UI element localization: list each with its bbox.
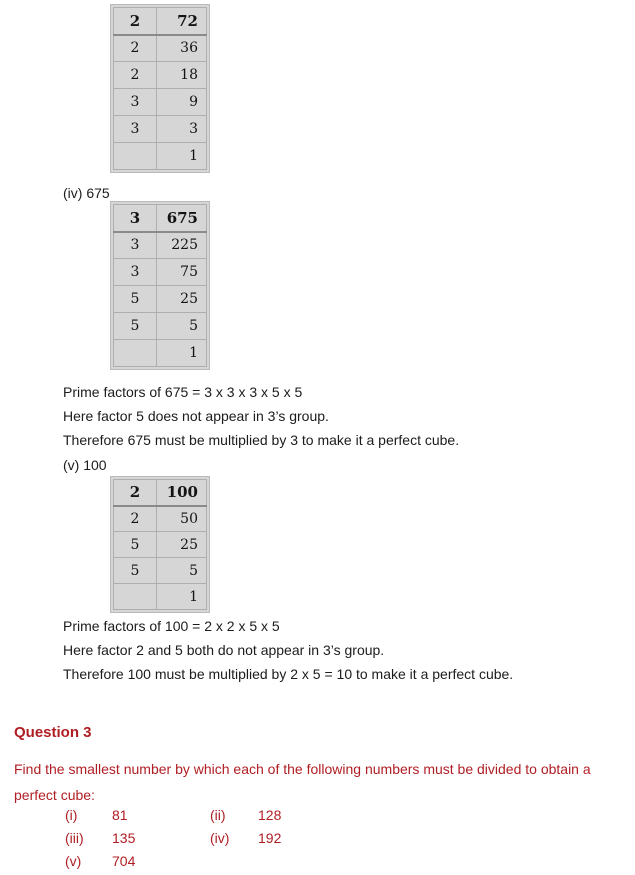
factor-cell: 2 bbox=[114, 480, 157, 506]
factor-cell: 5 bbox=[114, 313, 157, 340]
item-label: (iii) bbox=[65, 829, 84, 846]
table-row bbox=[114, 259, 207, 286]
quotient-cell: 75 bbox=[157, 259, 207, 286]
table-row bbox=[114, 116, 207, 143]
factor-cell: 2 bbox=[114, 506, 157, 532]
solution-line: Therefore 675 must be multiplied by 3 to make it a perfect cube. bbox=[63, 432, 460, 448]
question-heading: Question 3 bbox=[14, 724, 92, 741]
table-row bbox=[114, 313, 207, 340]
quotient-cell: 9 bbox=[157, 89, 207, 116]
factor-cell: 5 bbox=[114, 532, 157, 558]
factor-cell: 3 bbox=[114, 89, 157, 116]
item-value: 704 bbox=[112, 852, 136, 869]
factor-cell: 5 bbox=[114, 286, 157, 313]
quotient-cell: 25 bbox=[157, 286, 207, 313]
question-items bbox=[65, 803, 281, 872]
table-row bbox=[114, 143, 207, 170]
factor-table-72 bbox=[110, 4, 210, 173]
solution-line: Here factor 2 and 5 both do not appear in 3’s group. bbox=[63, 642, 385, 658]
factor-cell bbox=[114, 340, 157, 367]
item-value: 192 bbox=[258, 829, 282, 846]
solution-line: Therefore 100 must be multiplied by 2 x 5 = 10 to make it a perfect cube. bbox=[63, 666, 514, 682]
quotient-cell: 18 bbox=[157, 62, 207, 89]
table-row bbox=[114, 8, 207, 35]
quotient-cell: 675 bbox=[157, 205, 207, 232]
question-text: Find the smallest number by which each of the following numbers must be divided to obtain a perfect cube: bbox=[14, 761, 591, 803]
table-row bbox=[114, 62, 207, 89]
table-row bbox=[114, 480, 207, 506]
factor-cell: 2 bbox=[114, 62, 157, 89]
quotient-cell: 1 bbox=[157, 143, 207, 170]
factor-cell: 3 bbox=[114, 232, 157, 259]
table-row bbox=[114, 532, 207, 558]
solution-line: Here factor 5 does not appear in 3’s group. bbox=[63, 408, 329, 424]
item-label-iv: (iv) 675 bbox=[63, 185, 110, 201]
table-row bbox=[114, 340, 207, 367]
prime-factorization-table bbox=[113, 479, 207, 610]
item-label: (v) bbox=[65, 852, 82, 869]
table-row bbox=[114, 205, 207, 232]
prime-factorization-table bbox=[113, 7, 207, 170]
factor-cell bbox=[114, 584, 157, 610]
quotient-cell: 25 bbox=[157, 532, 207, 558]
quotient-cell: 1 bbox=[157, 584, 207, 610]
factor-cell: 3 bbox=[114, 116, 157, 143]
solution-paragraph-675 bbox=[63, 380, 459, 452]
quotient-cell: 225 bbox=[157, 232, 207, 259]
factor-cell: 2 bbox=[114, 8, 157, 35]
factor-table-100 bbox=[110, 476, 210, 613]
table-row bbox=[114, 584, 207, 610]
quotient-cell: 3 bbox=[157, 116, 207, 143]
table-row bbox=[114, 558, 207, 584]
item-value: 135 bbox=[112, 829, 136, 846]
quotient-cell: 50 bbox=[157, 506, 207, 532]
table-row bbox=[114, 232, 207, 259]
solution-line: Prime factors of 100 = 2 x 2 x 5 x 5 bbox=[63, 618, 280, 634]
table-row bbox=[114, 89, 207, 116]
solution-paragraph-100 bbox=[63, 614, 513, 686]
solution-line: Prime factors of 675 = 3 x 3 x 3 x 5 x 5 bbox=[63, 384, 303, 400]
factor-table-675 bbox=[110, 201, 210, 370]
prime-factorization-table bbox=[113, 204, 207, 367]
item-value: 128 bbox=[258, 806, 282, 823]
item-label: (ii) bbox=[210, 806, 226, 823]
table-row bbox=[114, 506, 207, 532]
item-label-v: (v) 100 bbox=[63, 457, 107, 473]
factor-cell: 3 bbox=[114, 259, 157, 286]
quotient-cell: 100 bbox=[157, 480, 207, 506]
table-row bbox=[114, 35, 207, 62]
factor-cell: 2 bbox=[114, 35, 157, 62]
item-value: 81 bbox=[112, 806, 128, 823]
factor-cell bbox=[114, 143, 157, 170]
quotient-cell: 1 bbox=[157, 340, 207, 367]
quotient-cell: 36 bbox=[157, 35, 207, 62]
factor-cell: 3 bbox=[114, 205, 157, 232]
item-label: (iv) bbox=[210, 829, 230, 846]
quotient-cell: 72 bbox=[157, 8, 207, 35]
item-label: (i) bbox=[65, 806, 78, 823]
quotient-cell: 5 bbox=[157, 313, 207, 340]
quotient-cell: 5 bbox=[157, 558, 207, 584]
table-row bbox=[114, 286, 207, 313]
factor-cell: 5 bbox=[114, 558, 157, 584]
